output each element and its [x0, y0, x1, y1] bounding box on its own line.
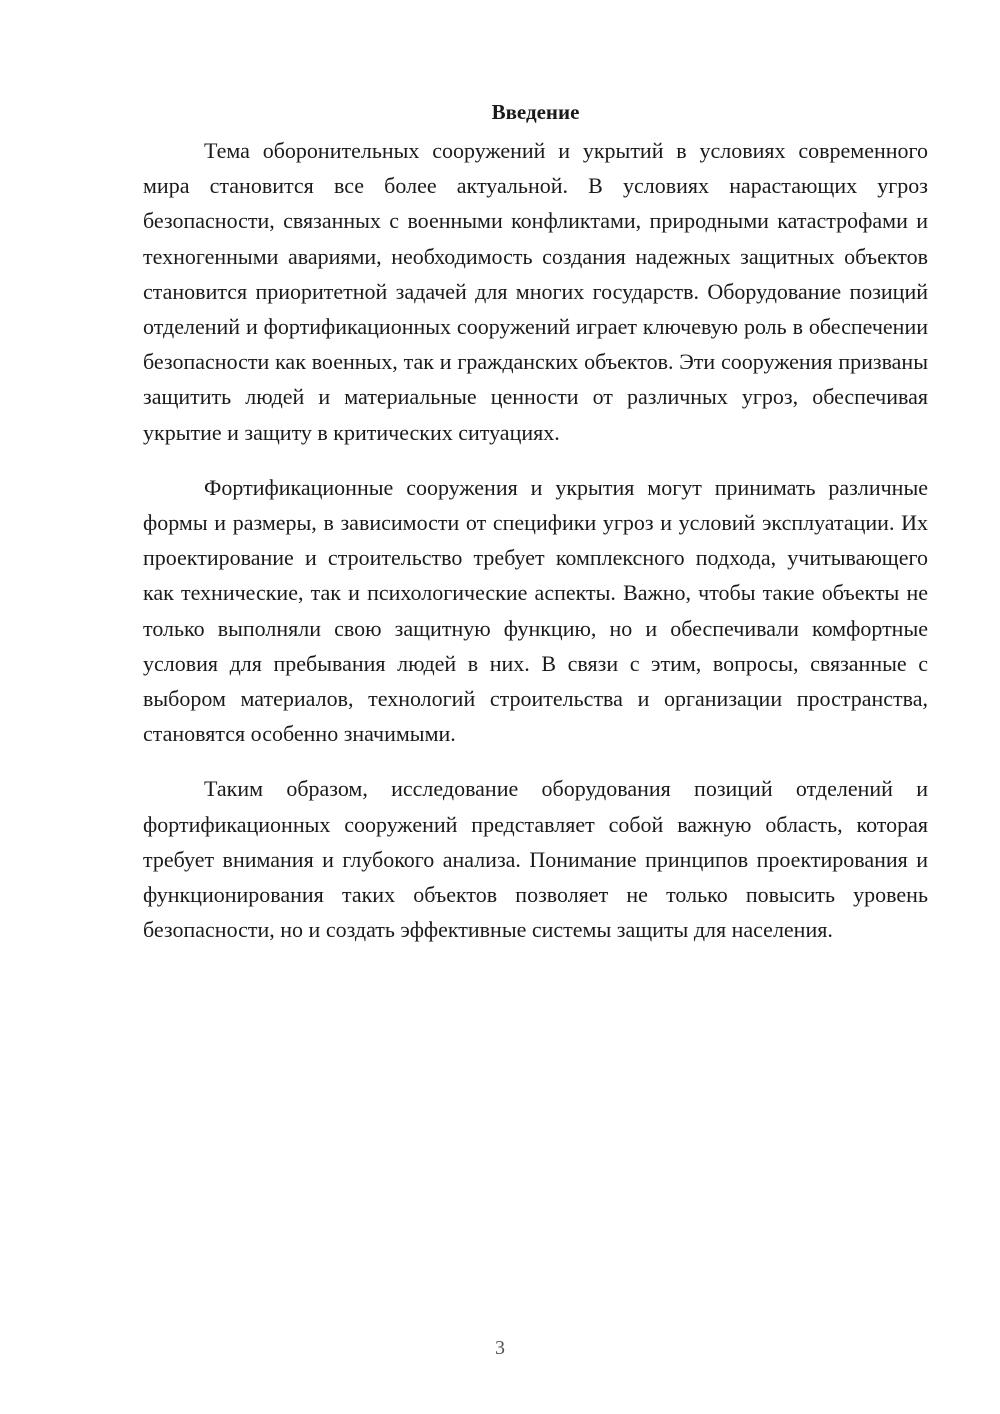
page-content — [143, 98, 928, 967]
paragraph-2: Фортификационные сооружения и укрытия могут принимать различные формы и размеры, в зависимости от специфики угроз и условий эксплуатации. Их проектирование и строительство требует комплексного подхода, учитывающего как технические, так и психологические аспекты. Важно, чтобы такие объекты не только выполняли свою защитную функцию, но и обеспечивали комфортные условия для пребывания людей в них. В связи с этим, вопросы, связанные с выбором материалов, технологий строительства и организации пространства, становятся особенно значимыми. — [143, 474, 928, 747]
page-number: 3 — [495, 1337, 505, 1359]
paragraph-1: Тема оборонительных сооружений и укрытий в условиях современного мира становится все более актуальной. В условиях нарастающих угроз безопасности, связанных с военными конфликтами, природными катастрофами и техногенными авариями, необходимость создания надежных защитных объектов становится приоритетной задачей для многих государств. Оборудование позиций отделений и фортификационных сооружений играет ключевую роль в обеспечении безопасности как военных, так и гражданских объектов. Эти сооружения призваны защитить людей и материальные ценности от различных угроз, обеспечивая укрытие и защиту в критических ситуациях. — [143, 138, 928, 445]
paragraph-3: Таким образом, исследование оборудования позиций отделений и фортификационных сооружений представляет собой важную область, которая требует внимания и глубокого анализа. Понимание принципов проектирования и функционирования таких объектов позволяет не только повысить уровень безопасности, но и создать эффективные системы защиты для населения. — [143, 776, 928, 943]
section-heading: Введение — [491, 100, 580, 124]
